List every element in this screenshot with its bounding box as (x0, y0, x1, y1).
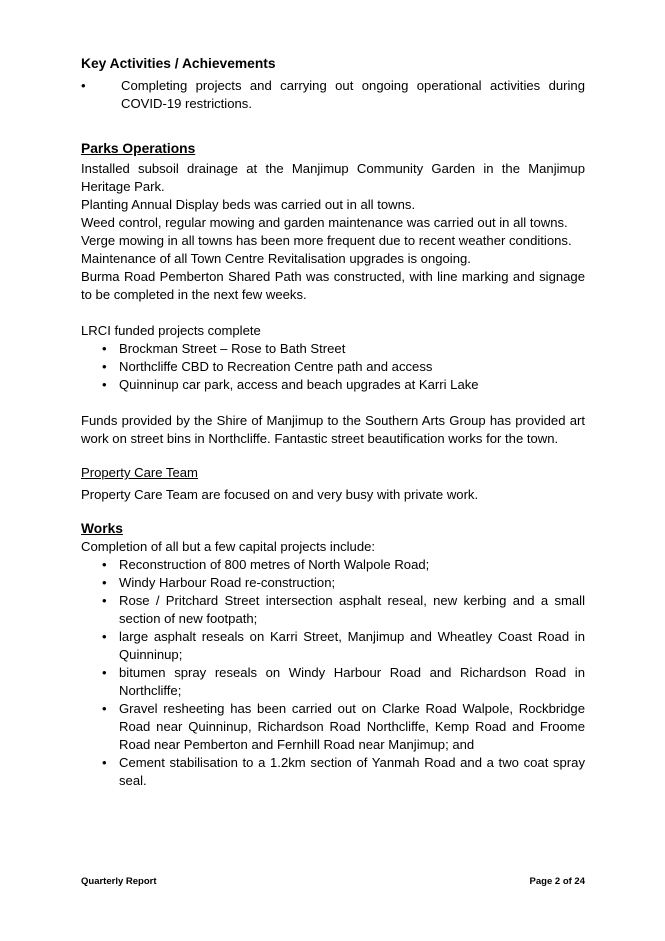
list-item: • large asphalt reseals on Karri Street, Manjimup and Wheatley Coast Road in Quinninup; (81, 628, 585, 664)
list-item: • Rose / Pritchard Street intersection asphalt reseal, new kerbing and a small section of new footpath; (81, 592, 585, 628)
footer-report-title: Quarterly Report (81, 876, 157, 887)
key-activities-bullet (81, 77, 585, 113)
list-item: • bitumen spray reseals on Windy Harbour Road and Richardson Road in Northcliffe; (81, 664, 585, 700)
list-item: • Reconstruction of 800 metres of North Walpole Road; (81, 556, 585, 574)
lrci-intro: LRCI funded projects complete (81, 323, 261, 338)
list-item: • Quinninup car park, access and beach upgrades at Karri Lake (81, 376, 585, 394)
lrci-list (81, 340, 585, 394)
list-item: • Cement stabilisation to a 1.2km section of Yanmah Road and a two coat spray seal. (81, 754, 585, 790)
works-list (81, 556, 585, 790)
property-care-text: Property Care Team are focused on and very busy with private work. (81, 487, 479, 502)
key-activities-heading: Key Activities / Achievements (81, 56, 276, 71)
works-intro: Completion of all but a few capital projects include: (81, 539, 376, 554)
parks-line: Maintenance of all Town Centre Revitalisation upgrades is ongoing. (81, 251, 471, 266)
list-item: • Northcliffe CBD to Recreation Centre path and access (81, 358, 585, 376)
list-item: • Windy Harbour Road re-construction; (81, 574, 585, 592)
parks-line: Burma Road Pemberton Shared Path was constructed, with line marking and signage to be completed in the next few weeks. (81, 269, 585, 302)
list-item: • Brockman Street – Rose to Bath Street (81, 340, 585, 358)
document-body (81, 55, 585, 790)
funds-paragraph: Funds provided by the Shire of Manjimup to the Southern Arts Group has provided art work on street bins in Northcliffe. Fantastic street beautification works for the town. (81, 413, 585, 446)
bullet-icon: • (81, 78, 86, 93)
parks-line: Installed subsoil drainage at the Manjimup Community Garden in the Manjimup Heritage Park. (81, 161, 585, 194)
parks-line: Verge mowing in all towns has been more frequent due to recent weather conditions. (81, 233, 572, 248)
property-care-heading: Property Care Team (81, 465, 198, 480)
page-footer (81, 876, 585, 887)
parks-line: Weed control, regular mowing and garden maintenance was carried out in all towns. (81, 215, 568, 230)
parks-paragraphs (81, 160, 585, 304)
parks-operations-heading: Parks Operations (81, 141, 196, 156)
list-item: • Gravel resheeting has been carried out on Clarke Road Walpole, Rockbridge Road near Quinninup, Richardson Road Northcliffe, Kemp Road and Froome Road near Pemberton and Fernhill Road near Manjimup; and (81, 700, 585, 754)
works-heading: Works (81, 521, 123, 536)
key-activities-text: Completing projects and carrying out ongoing operational activities during COVID-19 restrictions. (121, 78, 585, 111)
parks-line: Planting Annual Display beds was carried out in all towns. (81, 197, 416, 212)
footer-page-number: Page 2 of 24 (529, 876, 585, 887)
